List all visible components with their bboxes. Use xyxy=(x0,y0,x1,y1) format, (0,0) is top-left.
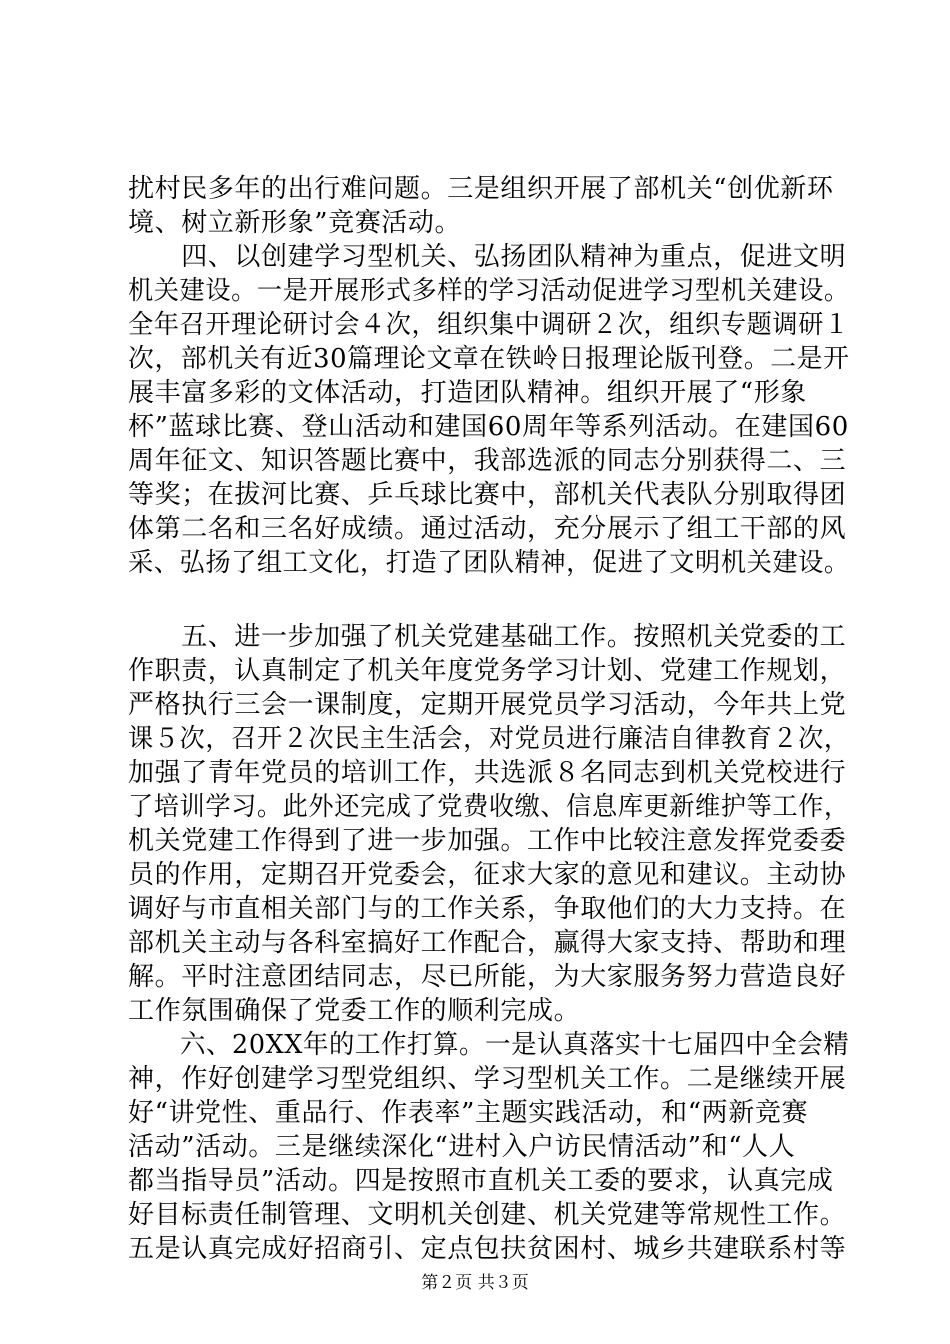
paragraph-line: 都当指导员”活动。四是按照市直机关工委的要求，认真完成 xyxy=(128,1166,834,1196)
paragraph-line: 全年召开理论研讨会４次，组织集中调研２次，组织专题调研１ xyxy=(128,310,850,340)
paragraph-line: 展丰富多彩的文体活动，打造团队精神。组织开展了“形象 xyxy=(128,378,807,408)
paragraph-line: 活动”活动。三是继续深化“进村入户访民情活动”和“人人 xyxy=(128,1132,796,1162)
paragraph-line: 六、20XX年的工作打算。一是认真落实十七届四中全会精 xyxy=(128,1030,850,1060)
paragraph-line: 严格执行三会一课制度，定期开展党员学习活动，今年共上党 xyxy=(128,690,847,720)
paragraph-line: 好“讲党性、重品行、作表率”主题实践活动，和“两新竞赛 xyxy=(128,1098,809,1128)
paragraph-line: 部机关主动与各科室搞好工作配合，赢得大家支持、帮助和理 xyxy=(128,928,847,958)
paragraph-line: 神，作好创建学习型党组织、学习型机关工作。二是继续开展 xyxy=(128,1064,847,1094)
page-number-footer: 第２页 共３页 xyxy=(421,1273,529,1293)
paragraph-line: 采、弘扬了组工文化，打造了团队精神，促进了文明机关建设。 xyxy=(128,548,850,578)
paragraph-line: 四、以创建学习型机关、弘扬团队精神为重点，促进文明 xyxy=(128,242,847,272)
paragraph-line: 扰村民多年的出行难问题。三是组织开展了部机关“创优新环 xyxy=(128,174,834,204)
paragraph-line: 体第二名和三名好成绩。通过活动，充分展示了组工干部的风 xyxy=(128,514,847,544)
paragraph-line: 作职责，认真制定了机关年度党务学习计划、党建工作规划， xyxy=(128,656,847,686)
paragraph-line: 五、进一步加强了机关党建基础工作。按照机关党委的工 xyxy=(128,622,847,652)
paragraph-line: 课５次，召开２次民主生活会，对党员进行廉洁自律教育２次， xyxy=(128,724,850,754)
paragraph-line: 解。平时注意团结同志，尽已所能，为大家服务努力营造良好 xyxy=(128,962,847,992)
paragraph-line: 周年征文、知识答题比赛中，我部选派的同志分别获得二、三 xyxy=(128,446,847,476)
paragraph-line: 境、树立新形象”竞赛活动。 xyxy=(128,208,462,238)
paragraph-line: 机关党建工作得到了进一步加强。工作中比较注意发挥党委委 xyxy=(128,826,847,856)
paragraph-line: 工作氛围确保了党委工作的顺利完成。 xyxy=(128,996,581,1026)
paragraph-line: 好目标责任制管理、文明机关创建、机关党建等常规性工作。 xyxy=(128,1200,847,1230)
paragraph-line: 五是认真完成好招商引、定点包扶贫困村、城乡共建联系村等 xyxy=(128,1234,847,1264)
paragraph-line: 次，部机关有近30篇理论文章在铁岭日报理论版刊登。二是开 xyxy=(128,344,850,374)
paragraph-line: 员的作用，定期召开党委会，征求大家的意见和建议。主动协 xyxy=(128,860,847,890)
paragraph-line: 杯”蓝球比赛、登山活动和建国60周年等系列活动。在建国60 xyxy=(128,412,849,442)
paragraph-line: 等奖；在拔河比赛、乒乓球比赛中，部机关代表队分别取得团 xyxy=(128,480,847,510)
paragraph-line: 加强了青年党员的培训工作，共选派８名同志到机关党校进行 xyxy=(128,758,847,788)
paragraph-line: 调好与市直相关部门与的工作关系，争取他们的大力支持。在 xyxy=(128,894,847,924)
paragraph-line: 机关建设。一是开展形式多样的学习活动促进学习型机关建设。 xyxy=(128,276,850,306)
paragraph-line: 了培训学习。此外还完成了党费收缴、信息库更新维护等工作， xyxy=(128,792,850,822)
